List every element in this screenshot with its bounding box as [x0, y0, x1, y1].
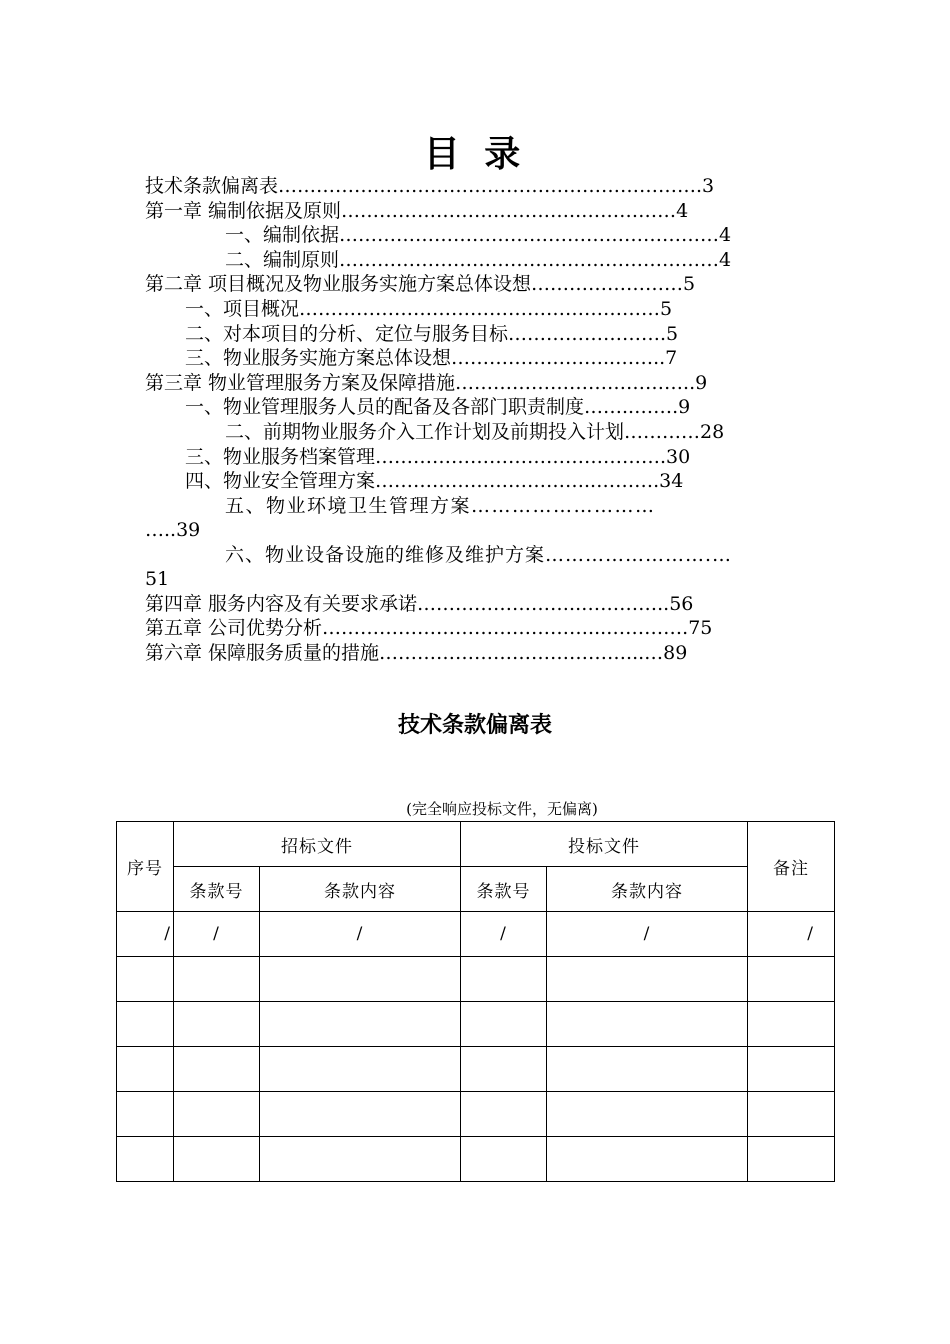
header-bid-clause-content: 条款内容: [547, 867, 748, 912]
toc-item[interactable]: 二、对本项目的分析、定位与服务目标…………………….5: [185, 322, 679, 345]
table-row: [117, 957, 835, 1002]
cell: /: [117, 912, 174, 957]
toc-item[interactable]: 第五章 公司优势分析……………………………………...………….75: [145, 617, 713, 640]
header-tender-doc: 招标文件: [174, 822, 461, 867]
cell: /: [260, 912, 461, 957]
toc-item[interactable]: 第一章 编制依据及原则………………………………..……………4: [145, 199, 689, 222]
table-subheader-row: [117, 867, 835, 912]
toc-title: 目 录: [423, 133, 527, 175]
toc-item[interactable]: 一、项目概况…………………………………………………5: [185, 297, 673, 320]
table-row: [117, 1047, 835, 1092]
cell: /: [748, 912, 835, 957]
header-tender-clause-no: 条款号: [174, 867, 260, 912]
table-row: [117, 1002, 835, 1047]
toc-item[interactable]: 一、物业管理服务人员的配备及各部门职责制度……..…….9: [185, 396, 691, 419]
toc-item[interactable]: 六、物业设备设施的维修及维护方案…………………….… 51: [145, 543, 733, 591]
header-tender-clause-content: 条款内容: [260, 867, 461, 912]
header-bid-clause-no: 条款号: [461, 867, 547, 912]
toc-item[interactable]: 三、物业服务实施方案总体设想……………………..……..7: [185, 347, 678, 370]
toc-item[interactable]: 四、物业安全管理方案……………………………..……….34: [185, 470, 684, 493]
table-row: [117, 1092, 835, 1137]
table-header-row: [117, 822, 835, 867]
table-row: [117, 912, 835, 957]
toc-item[interactable]: 第六章 保障服务质量的措施…………………………………...…89: [145, 641, 688, 664]
table-row: [117, 1137, 835, 1182]
toc-item[interactable]: 第三章 物业管理服务方案及保障措施………………………………..9: [145, 371, 708, 394]
section-title: 技术条款偏离表: [397, 712, 552, 738]
toc-item[interactable]: 二、编制原则……………………………………………………4: [225, 248, 732, 271]
deviation-table: [116, 821, 835, 1182]
toc-item[interactable]: 第二章 项目概况及物业服务实施方案总体设想……………………5: [145, 273, 696, 296]
toc-item[interactable]: 技术条款偏离表………………………………………………………….3: [145, 175, 715, 197]
deviation-note: (完全响应投标文件，无偏离): [406, 800, 598, 818]
toc-item[interactable]: 三、物业服务档案管理……………………………………….30: [185, 445, 691, 468]
header-bid-doc: 投标文件: [461, 822, 748, 867]
toc-item[interactable]: 二、前期物业服务介入工作计划及前期投入计划…………28: [225, 420, 725, 443]
header-remark: 备注: [748, 822, 835, 912]
header-seq: 序号: [117, 822, 174, 912]
cell: /: [547, 912, 748, 957]
cell: /: [461, 912, 547, 957]
cell: /: [174, 912, 260, 957]
toc-item[interactable]: 第四章 服务内容及有关要求承诺……………………..…………..56: [145, 592, 694, 615]
toc-item[interactable]: 一、编制依据……………………………………………………4: [225, 224, 732, 247]
toc-item[interactable]: 五、物业环境卫生管理方案……………………… …..39: [145, 494, 656, 542]
table-of-contents: [145, 174, 810, 666]
